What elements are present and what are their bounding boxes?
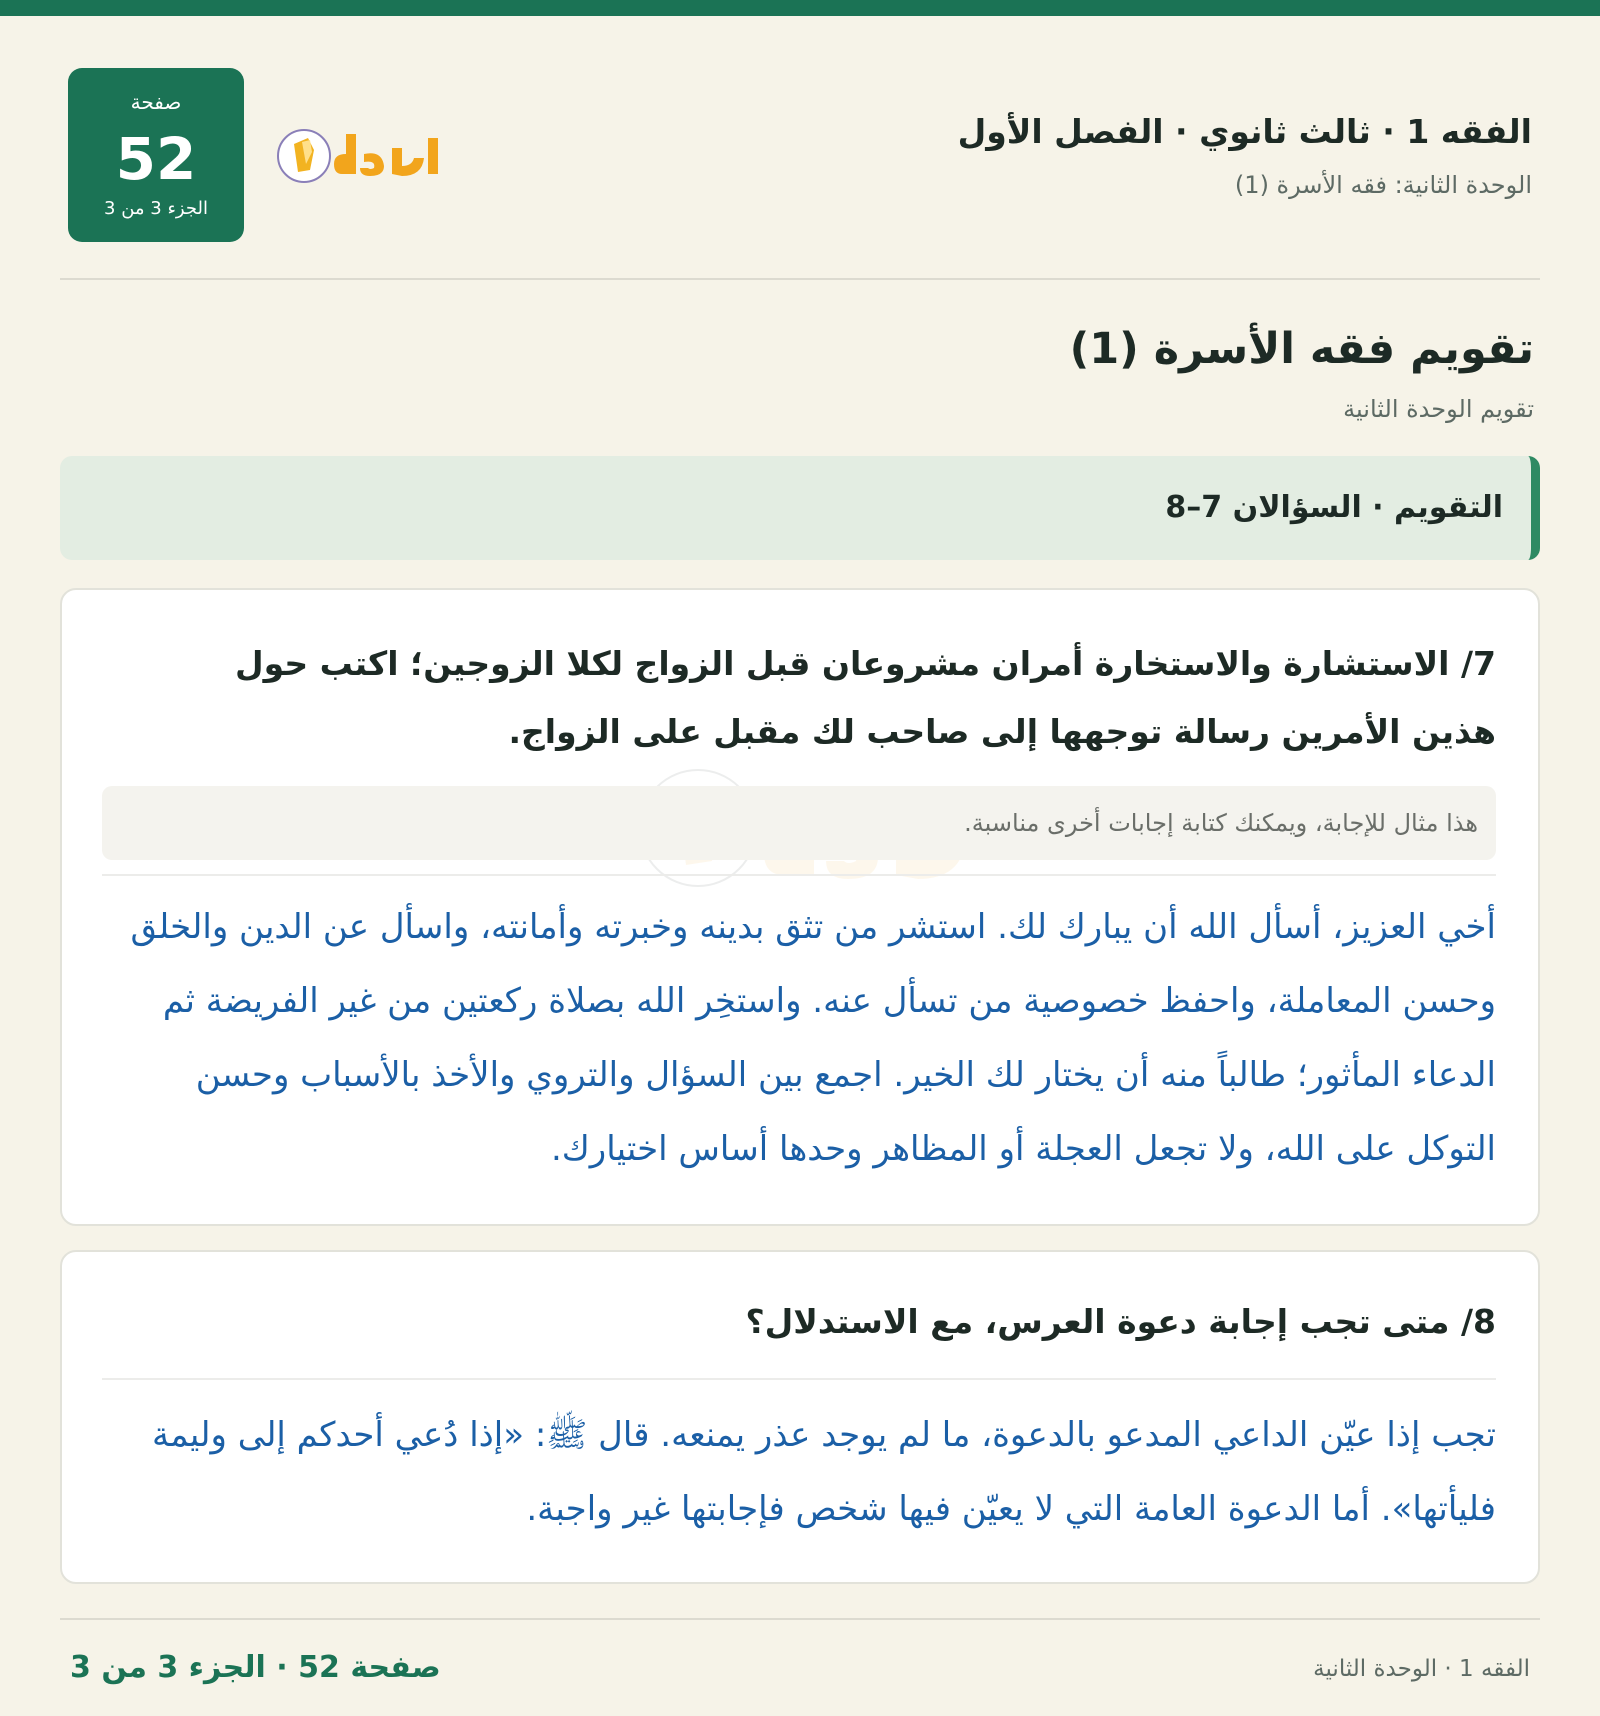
section-label: التقويم · السؤالان 7–8	[1165, 490, 1503, 525]
page-number-badge	[68, 68, 244, 242]
badge-label: صفحة	[130, 90, 182, 114]
header-divider	[60, 278, 1540, 280]
page-header	[60, 68, 1540, 243]
footer-divider	[60, 1618, 1540, 1620]
question-text: 8/ متى تجب إجابة دعوة العرس، مع الاستدلال؟	[745, 1302, 1496, 1341]
hulul-logo-icon	[272, 124, 452, 188]
question-card-7	[60, 588, 1540, 1226]
badge-part: الجزء 3 من 3	[104, 198, 208, 219]
page-title: تقويم فقه الأسرة (1)	[1069, 324, 1534, 374]
course-title: الفقه 1 · ثالث ثانوي · الفصل الأول	[957, 112, 1532, 151]
badge-page-number: 52	[115, 125, 197, 193]
answer-divider	[102, 1378, 1496, 1380]
unit-subtitle: الوحدة الثانية: فقه الأسرة (1)	[1234, 171, 1532, 199]
footer-page-info: صفحة 52 · الجزء 3 من 3	[70, 1650, 441, 1685]
answer-text: أخي العزيز، أسأل الله أن يبارك لك. استشر من تثق بدينه وخبرته وأمانته، واسأل عن الدين والخلق وحسن المعاملة، واحفظ خصوصية من تسأل عنه. واستخِر الله بصلاة ركعتين من غير الفريضة ثم الدعاء المأثور؛ طالباً منه أن يختار لك الخير. اجمع بين السؤال والتروي والأخذ بالأسباب وحسن التوكل على الله، ولا تجعل العجلة أو المظاهر وحدها أساس اختيارك.	[130, 907, 1496, 1169]
top-accent-bar	[0, 0, 1600, 16]
answer-text: تجب إذا عيّن الداعي المدعو بالدعوة، ما لم يوجد عذر يمنعه. قال ﷺ: «إذا دُعي أحدكم إلى وليمة فليأتها». أما الدعوة العامة التي لا يعيّن فيها شخص فإجابتها غير واجبة.	[152, 1415, 1496, 1529]
page-subtitle: تقويم الوحدة الثانية	[1343, 395, 1534, 423]
answer-note-text: هذا مثال للإجابة، ويمكنك كتابة إجابات أخرى مناسبة.	[964, 809, 1478, 837]
footer-course-info: الفقه 1 · الوحدة الثانية	[1313, 1656, 1530, 1682]
answer-divider	[102, 874, 1496, 876]
question-card-8	[60, 1250, 1540, 1584]
answer-note	[102, 786, 1496, 860]
question-text: 7/ الاستشارة والاستخارة أمران مشروعان قبل الزواج لكلا الزوجين؛ اكتب حول هذين الأمرين رسالة توجهها إلى صاحب لك مقبل على الزواج.	[235, 644, 1496, 751]
section-heading	[60, 456, 1540, 560]
